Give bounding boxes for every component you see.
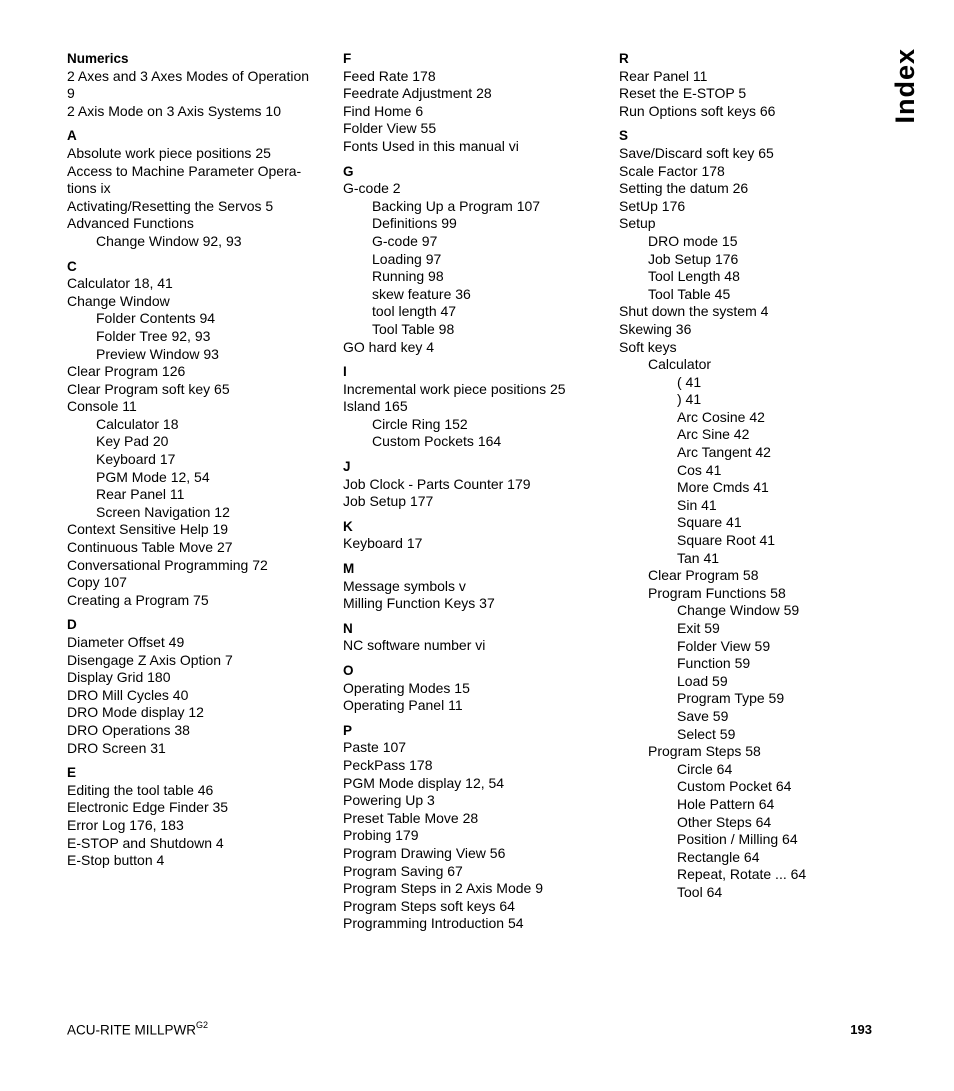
index-subentry: Tool 64 [677, 883, 723, 900]
index-section-heading: Numerics [67, 51, 129, 66]
index-section [343, 662, 605, 715]
index-subentry: Calculator 18 [96, 415, 179, 432]
index-section-heading: S [619, 128, 629, 144]
index-subentry: Rectangle 64 [677, 848, 760, 865]
index-subentry: Arc Tangent 42 [677, 444, 771, 461]
index-section [67, 258, 329, 610]
index-section-heading: G [343, 163, 354, 179]
index-section [343, 50, 605, 156]
index-subentry: Tan 41 [677, 549, 720, 566]
index-subentry: tool length 47 [372, 303, 457, 320]
index-entry: Programming Introduction 54 [343, 915, 524, 932]
index-entry: SetUp 176 [619, 197, 686, 214]
index-entry: Diameter Offset 49 [67, 634, 185, 650]
footer-product-name: ACU-RITE MILLPWR [67, 1022, 197, 1038]
index-entry: DRO Screen 31 [67, 739, 166, 756]
index-entry: Rear Panel 11 [619, 67, 708, 84]
index-subentry: Program Type 59 [677, 690, 785, 707]
index-entry: Absolute work piece positions 25 [67, 144, 271, 161]
index-entry: Copy 107 [67, 574, 127, 591]
index-section [619, 50, 849, 120]
index-entry: Advanced Functions [67, 215, 194, 232]
index-section-heading: J [343, 459, 351, 475]
index-entry: Editing the tool table 46 [67, 781, 214, 798]
index-subentry: Preview Window 93 [96, 345, 219, 362]
index-section [67, 127, 329, 250]
index-entry: Display Grid 180 [67, 669, 171, 686]
index-entry: Save/Discard soft key 65 [619, 144, 774, 161]
index-entry: Creating a Program 75 [67, 591, 209, 608]
index-entry: DRO Mode display 12 [67, 704, 204, 721]
index-entry: PGM Mode display 12, 54 [343, 774, 505, 791]
index-section-heading: I [343, 364, 347, 380]
index-entry: Setup [619, 215, 656, 232]
index-entry: Run Options soft keys 66 [619, 102, 776, 119]
index-subentry: Job Setup 176 [648, 250, 739, 267]
index-entry: Island 165 [343, 398, 408, 415]
index-subentry: Running 98 [372, 268, 444, 285]
index-section-heading: N [343, 620, 353, 636]
index-subentry: Backing Up a Program 107 [372, 197, 541, 214]
index-section [67, 50, 329, 120]
index-entry: Soft keys [619, 338, 677, 355]
index-column-1 [67, 50, 329, 870]
index-entry: Access to Machine Parameter Opera- [67, 162, 302, 179]
index-entry: Job Setup 177 [343, 493, 434, 510]
index-subentry: Custom Pockets 164 [372, 433, 502, 450]
index-entry: Paste 107 [343, 739, 407, 756]
index-subentry: Exit 59 [677, 620, 720, 636]
index-entry: 2 Axis Mode on 3 Axis Systems 10 [67, 102, 281, 119]
index-entry: Continuous Table Move 27 [67, 539, 233, 556]
index-entry: Operating Modes 15 [343, 679, 470, 696]
index-subentry: Keyboard 17 [96, 451, 176, 468]
index-section [343, 560, 605, 613]
index-entry: G-code 2 [343, 180, 401, 197]
index-section-heading: P [343, 722, 353, 738]
index-entry: Calculator 18, 41 [67, 275, 173, 292]
index-section [343, 363, 605, 451]
index-entry: Message symbols v [343, 577, 466, 594]
index-entry: DRO Operations 38 [67, 721, 190, 738]
index-entry: Job Clock - Parts Counter 179 [343, 475, 531, 492]
index-subentry: skew feature 36 [372, 285, 471, 302]
index-entry: NC software number vi [343, 637, 486, 654]
index-entry: Keyboard 17 [343, 535, 423, 552]
index-subentry: Folder Contents 94 [96, 310, 216, 327]
index-entry: Activating/Resetting the Servos 5 [67, 197, 274, 214]
index-entry: Context Sensitive Help 19 [67, 521, 229, 538]
index-subentry: Arc Sine 42 [677, 426, 750, 443]
index-column-2 [343, 50, 605, 933]
index-section [343, 722, 605, 933]
index-subentry: Function 59 [677, 655, 751, 672]
index-subentry: Tool Table 98 [372, 320, 455, 337]
index-entry: Feed Rate 178 [343, 67, 436, 84]
index-section [67, 764, 329, 870]
index-subentry: Cos 41 [677, 461, 722, 478]
index-subentry: More Cmds 41 [677, 479, 769, 496]
index-subentry: Load 59 [677, 672, 728, 689]
index-entry: Electronic Edge Finder 35 [67, 799, 229, 816]
index-section-heading: K [343, 518, 353, 534]
index-subentry: Circle 64 [677, 760, 733, 777]
index-subentry: DRO mode 15 [648, 232, 738, 249]
index-entry: Incremental work piece positions 25 [343, 380, 566, 397]
index-entry: Find Home 6 [343, 102, 424, 119]
index-section-heading: O [343, 663, 354, 678]
index-subentry: Folder View 59 [677, 637, 771, 654]
index-subentry: Program Functions 58 [648, 584, 786, 601]
index-subentry: Hole Pattern 64 [677, 795, 775, 812]
index-entry: Error Log 176, 183 [67, 816, 184, 833]
index-subentry: Save 59 [677, 707, 729, 724]
index-entry: 9 [67, 85, 75, 102]
index-entry: Program Steps soft keys 64 [343, 897, 515, 914]
index-section [67, 616, 329, 757]
index-entry: Setting the datum 26 [619, 180, 749, 197]
footer-product [67, 1021, 208, 1038]
index-subentry: Screen Navigation 12 [96, 503, 230, 520]
index-section [343, 163, 605, 357]
index-subentry: Sin 41 [677, 496, 717, 513]
index-entry: Program Saving 67 [343, 862, 463, 879]
index-section-heading: M [343, 561, 355, 577]
index-entry: Conversational Programming 72 [67, 556, 268, 573]
index-section [343, 620, 605, 655]
index-section [343, 518, 605, 553]
index-entry: Shut down the system 4 [619, 303, 769, 320]
index-entry: E-Stop button 4 [67, 852, 165, 869]
index-subentry: Square Root 41 [677, 532, 776, 549]
index-subentry: Change Window 92, 93 [96, 232, 242, 249]
index-subentry: Calculator [648, 356, 712, 373]
index-entry: Folder View 55 [343, 120, 437, 137]
index-subentry: Loading 97 [372, 250, 442, 267]
index-subentry: Tool Table 45 [648, 285, 731, 302]
index-side-title: Index [890, 48, 920, 124]
index-entry: Program Drawing View 56 [343, 844, 506, 861]
index-subentry: Square 41 [677, 514, 742, 531]
index-entry: Feedrate Adjustment 28 [343, 85, 492, 102]
index-subentry: Arc Cosine 42 [677, 408, 765, 425]
index-entry: Clear Program 126 [67, 363, 186, 380]
index-entry: Program Steps in 2 Axis Mode 9 [343, 880, 543, 897]
index-entry: Preset Table Move 28 [343, 809, 479, 826]
index-entry: tions ix [67, 180, 111, 197]
index-subentry: Definitions 99 [372, 215, 457, 232]
index-section-heading: E [67, 765, 77, 781]
index-subentry: Repeat, Rotate ... 64 [677, 866, 807, 883]
index-column-3 [619, 50, 849, 902]
index-section [343, 458, 605, 511]
index-section-heading: D [67, 617, 77, 633]
index-entry: DRO Mill Cycles 40 [67, 686, 189, 703]
index-subentry: Key Pad 20 [96, 433, 169, 450]
index-subentry: Folder Tree 92, 93 [96, 327, 211, 344]
index-subentry: PGM Mode 12, 54 [96, 468, 210, 485]
index-section-heading: F [343, 51, 352, 66]
index-subentry: Circle Ring 152 [372, 415, 468, 432]
index-entry: Powering Up 3 [343, 792, 435, 809]
index-subentry: Rear Panel 11 [96, 486, 185, 503]
index-entry: Probing 179 [343, 827, 419, 844]
index-entry: Operating Panel 11 [343, 697, 463, 714]
index-entry: Change Window [67, 292, 170, 309]
index-entry: PeckPass 178 [343, 756, 433, 773]
index-entry: Console 11 [67, 398, 137, 415]
index-entry: Skewing 36 [619, 320, 692, 337]
footer-product-superscript: G2 [196, 1020, 209, 1030]
index-entry: Clear Program soft key 65 [67, 380, 230, 397]
index-entry: GO hard key 4 [343, 338, 435, 355]
index-entry: 2 Axes and 3 Axes Modes of Operation [67, 67, 310, 84]
index-subentry: G-code 97 [372, 232, 438, 249]
index-subentry: Custom Pocket 64 [677, 778, 792, 795]
index-section [619, 127, 849, 901]
index-subentry: Tool Length 48 [648, 268, 740, 285]
index-subentry: ( 41 [677, 373, 702, 390]
index-section-heading: R [619, 51, 629, 66]
index-subentry: Program Steps 58 [648, 743, 761, 760]
index-subentry: Clear Program 58 [648, 567, 759, 584]
index-entry: Disengage Z Axis Option 7 [67, 651, 233, 668]
index-subentry: ) 41 [677, 391, 702, 408]
index-entry: Reset the E-STOP 5 [619, 85, 747, 102]
index-entry: E-STOP and Shutdown 4 [67, 834, 224, 851]
index-entry: Milling Function Keys 37 [343, 595, 495, 612]
page-number: 193 [850, 1022, 872, 1037]
index-subentry: Change Window 59 [677, 602, 800, 619]
index-subentry: Other Steps 64 [677, 813, 772, 830]
index-entry: Scale Factor 178 [619, 162, 725, 179]
index-subentry: Position / Milling 64 [677, 831, 798, 848]
index-entry: Fonts Used in this manual vi [343, 137, 519, 154]
index-section-heading: A [67, 128, 77, 144]
index-section-heading: C [67, 258, 77, 274]
index-subentry: Select 59 [677, 725, 736, 742]
